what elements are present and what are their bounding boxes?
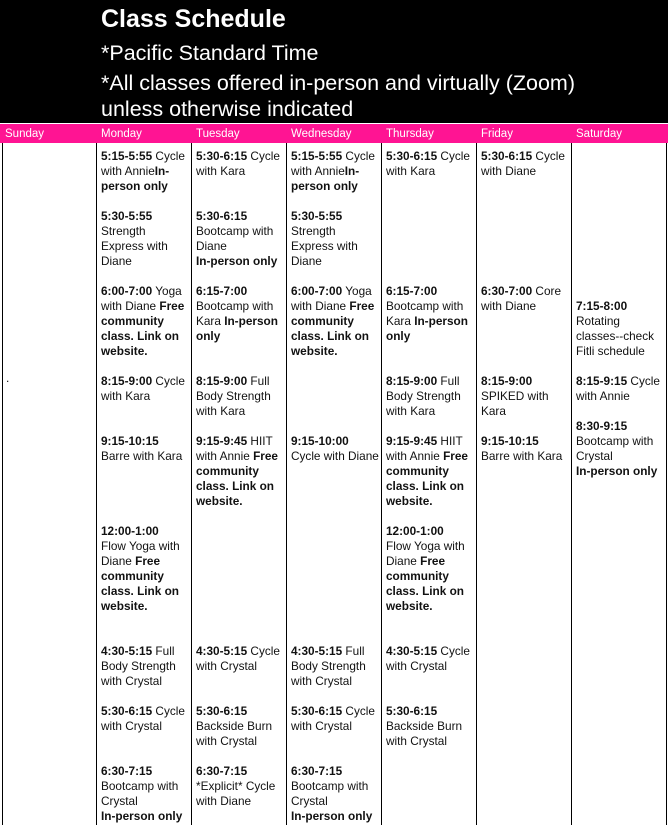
column-divider (96, 143, 97, 825)
class-note: Free community class. Link on website. (101, 554, 180, 613)
timezone-note: *Pacific Standard Time (101, 41, 319, 65)
header-bar (0, 0, 668, 123)
class-time: 6:30-7:15 (196, 764, 248, 778)
class-entry (196, 644, 286, 674)
class-time: 4:30-5:15 (386, 644, 438, 658)
class-note: In-person only (576, 464, 658, 478)
class-time: 5:30-6:15 (196, 704, 248, 718)
class-time: 6:00-7:00 (291, 284, 343, 298)
column-divider (286, 143, 287, 825)
class-time: 5:30-5:55 (101, 209, 153, 223)
column-divider (666, 143, 667, 825)
class-entry (386, 374, 476, 419)
class-description: Cycle with Crystal (196, 644, 280, 673)
class-description: Backside Burn with Crystal (386, 719, 463, 748)
class-time: 5:30-5:55 (291, 209, 343, 223)
class-time: 5:15-5:55 (101, 149, 153, 163)
class-description: Barre with Kara (481, 449, 563, 463)
class-description: Full Body Strength with Kara (386, 374, 461, 418)
availability-note: *All classes offered in-person and virtually (Zoom) (101, 71, 575, 95)
day-saturday: Saturday (576, 128, 623, 140)
class-entry (576, 299, 666, 359)
class-note: Free community class. Link on website. (386, 554, 465, 613)
class-time: 6:30-7:15 (101, 764, 153, 778)
class-note: In-person only (386, 314, 468, 343)
class-entry (196, 434, 286, 509)
class-time: 9:15-10:00 (291, 434, 349, 448)
class-entry (481, 149, 571, 179)
class-entry (481, 434, 571, 464)
class-description: Cycle with Kara (196, 149, 280, 178)
class-time: 9:15-10:15 (101, 434, 159, 448)
class-entry (576, 374, 666, 404)
column-divider (571, 143, 572, 825)
class-entry (386, 644, 476, 674)
class-entry (386, 284, 476, 344)
class-note: Free community class. Link on website. (196, 449, 278, 508)
class-entry (196, 284, 286, 344)
day-header-row (0, 124, 668, 143)
class-time: 4:30-5:15 (196, 644, 248, 658)
class-description: Bootcamp with Diane (196, 224, 274, 253)
class-description: SPIKED with Kara (481, 389, 549, 418)
class-entry (576, 419, 666, 479)
class-entry (386, 704, 476, 749)
class-time: 12:00-1:00 (101, 524, 159, 538)
class-time: 9:15-9:45 (386, 434, 438, 448)
class-time: 4:30-5:15 (101, 644, 153, 658)
class-entry (291, 764, 381, 824)
class-entry (386, 524, 476, 614)
class-entry (196, 209, 286, 269)
class-note: In-person only (101, 809, 183, 823)
class-entry (291, 284, 381, 359)
class-entry (386, 434, 476, 509)
class-description: *Explicit* Cycle with Diane (196, 779, 276, 808)
class-description: Cycle with Crystal (291, 704, 375, 733)
day-wednesday: Wednesday (291, 128, 352, 140)
sunday-mark: . (6, 371, 10, 385)
page-title: Class Schedule (101, 5, 286, 33)
class-description: Yoga with Diane (101, 284, 182, 313)
class-time: 8:15-9:00 (386, 374, 438, 388)
class-time: 6:30-7:00 (481, 284, 533, 298)
class-description: Full Body Strength with Crystal (101, 644, 176, 688)
class-description: Cycle with Annie (101, 149, 185, 178)
class-description: Backside Burn with Crystal (196, 719, 273, 748)
class-time: 9:15-10:15 (481, 434, 539, 448)
class-time: 6:30-7:15 (291, 764, 343, 778)
class-description: Flow Yoga with Diane (101, 539, 180, 568)
class-entry (101, 209, 191, 269)
class-note: In-person only (291, 809, 373, 823)
column-divider (191, 143, 192, 825)
class-description: Full Body Strength with Crystal (291, 644, 366, 688)
class-entry (291, 704, 381, 734)
class-description: Strength Express with Diane (291, 224, 358, 268)
class-time: 5:30-6:15 (196, 209, 248, 223)
class-time: 5:30-6:15 (386, 704, 438, 718)
class-entry (101, 434, 191, 464)
class-description: Cycle with Crystal (386, 644, 470, 673)
class-description: Cycle with Annie (291, 149, 375, 178)
class-note: In-person only (291, 164, 360, 193)
class-entry (481, 284, 571, 314)
class-time: 8:15-9:00 (101, 374, 153, 388)
class-description: Bootcamp with Crystal (101, 779, 179, 808)
column-divider (476, 143, 477, 825)
class-time: 6:15-7:00 (386, 284, 438, 298)
class-description: Barre with Kara (101, 449, 183, 463)
class-description: Bootcamp with Crystal (576, 434, 654, 463)
class-description: Full Body Strength with Kara (196, 374, 271, 418)
class-time: 5:30-6:15 (481, 149, 533, 163)
class-entry (386, 149, 476, 179)
class-entry (101, 374, 191, 404)
day-monday: Monday (101, 128, 142, 140)
class-note: Free community class. Link on website. (386, 449, 468, 508)
class-entry (196, 374, 286, 419)
class-description: Yoga with Diane (291, 284, 372, 313)
class-entry (196, 764, 286, 809)
class-entry (101, 764, 191, 824)
class-time: 5:30-6:15 (196, 149, 248, 163)
class-description: Cycle with Annie (576, 374, 660, 403)
class-entry (291, 434, 381, 464)
availability-note-continued: unless otherwise indicated (101, 97, 354, 121)
class-description: Cycle with Diane (481, 149, 565, 178)
class-description: Rotating classes--check Fitli schedule (576, 314, 655, 358)
class-time: 8:15-9:00 (196, 374, 248, 388)
class-time: 5:15-5:55 (291, 149, 343, 163)
class-entry (291, 209, 381, 269)
class-note: In-person only (101, 164, 170, 193)
class-note: In-person only (196, 254, 278, 268)
class-description: Flow Yoga with Diane (386, 539, 465, 568)
class-note: In-person only (196, 314, 278, 343)
day-sunday: Sunday (5, 128, 45, 140)
day-friday: Friday (481, 128, 513, 140)
class-note: Free community class. Link on website. (291, 299, 375, 358)
class-entry (196, 149, 286, 179)
class-description: Cycle with Diane (291, 449, 379, 463)
class-time: 5:30-6:15 (101, 704, 153, 718)
class-description: Cycle with Kara (386, 149, 470, 178)
class-time: 5:30-6:15 (386, 149, 438, 163)
class-entry (196, 704, 286, 749)
class-note: Free community class. Link on website. (101, 299, 185, 358)
class-description: Strength Express with Diane (101, 224, 168, 268)
class-entry (101, 644, 191, 689)
class-time: 5:30-6:15 (291, 704, 343, 718)
class-description: Core with Diane (481, 284, 562, 313)
class-entry (101, 704, 191, 734)
class-description: Cycle with Kara (101, 374, 185, 403)
class-time: 12:00-1:00 (386, 524, 444, 538)
class-description: Bootcamp with Crystal (291, 779, 369, 808)
class-entry (101, 284, 191, 359)
class-time: 8:30-9:15 (576, 419, 628, 433)
class-description: HIIT with Annie (196, 434, 273, 463)
class-time: 8:15-9:15 (576, 374, 628, 388)
column-divider (2, 143, 3, 825)
class-time: 4:30-5:15 (291, 644, 343, 658)
class-entry (481, 374, 571, 419)
class-entry (291, 644, 381, 689)
class-description: HIIT with Annie (386, 434, 463, 463)
day-thursday: Thursday (386, 128, 434, 140)
class-time: 8:15-9:00 (481, 374, 533, 388)
class-time: 9:15-9:45 (196, 434, 248, 448)
class-entry (101, 524, 191, 614)
class-description: Bootcamp with Kara (386, 299, 464, 328)
class-description: Cycle with Crystal (101, 704, 185, 733)
class-time: 6:00-7:00 (101, 284, 153, 298)
class-description: Bootcamp with Kara (196, 299, 274, 328)
day-tuesday: Tuesday (196, 128, 240, 140)
class-entry (101, 149, 191, 194)
class-time: 7:15-8:00 (576, 299, 628, 313)
class-time: 6:15-7:00 (196, 284, 248, 298)
class-entry (291, 149, 381, 194)
column-divider (381, 143, 382, 825)
